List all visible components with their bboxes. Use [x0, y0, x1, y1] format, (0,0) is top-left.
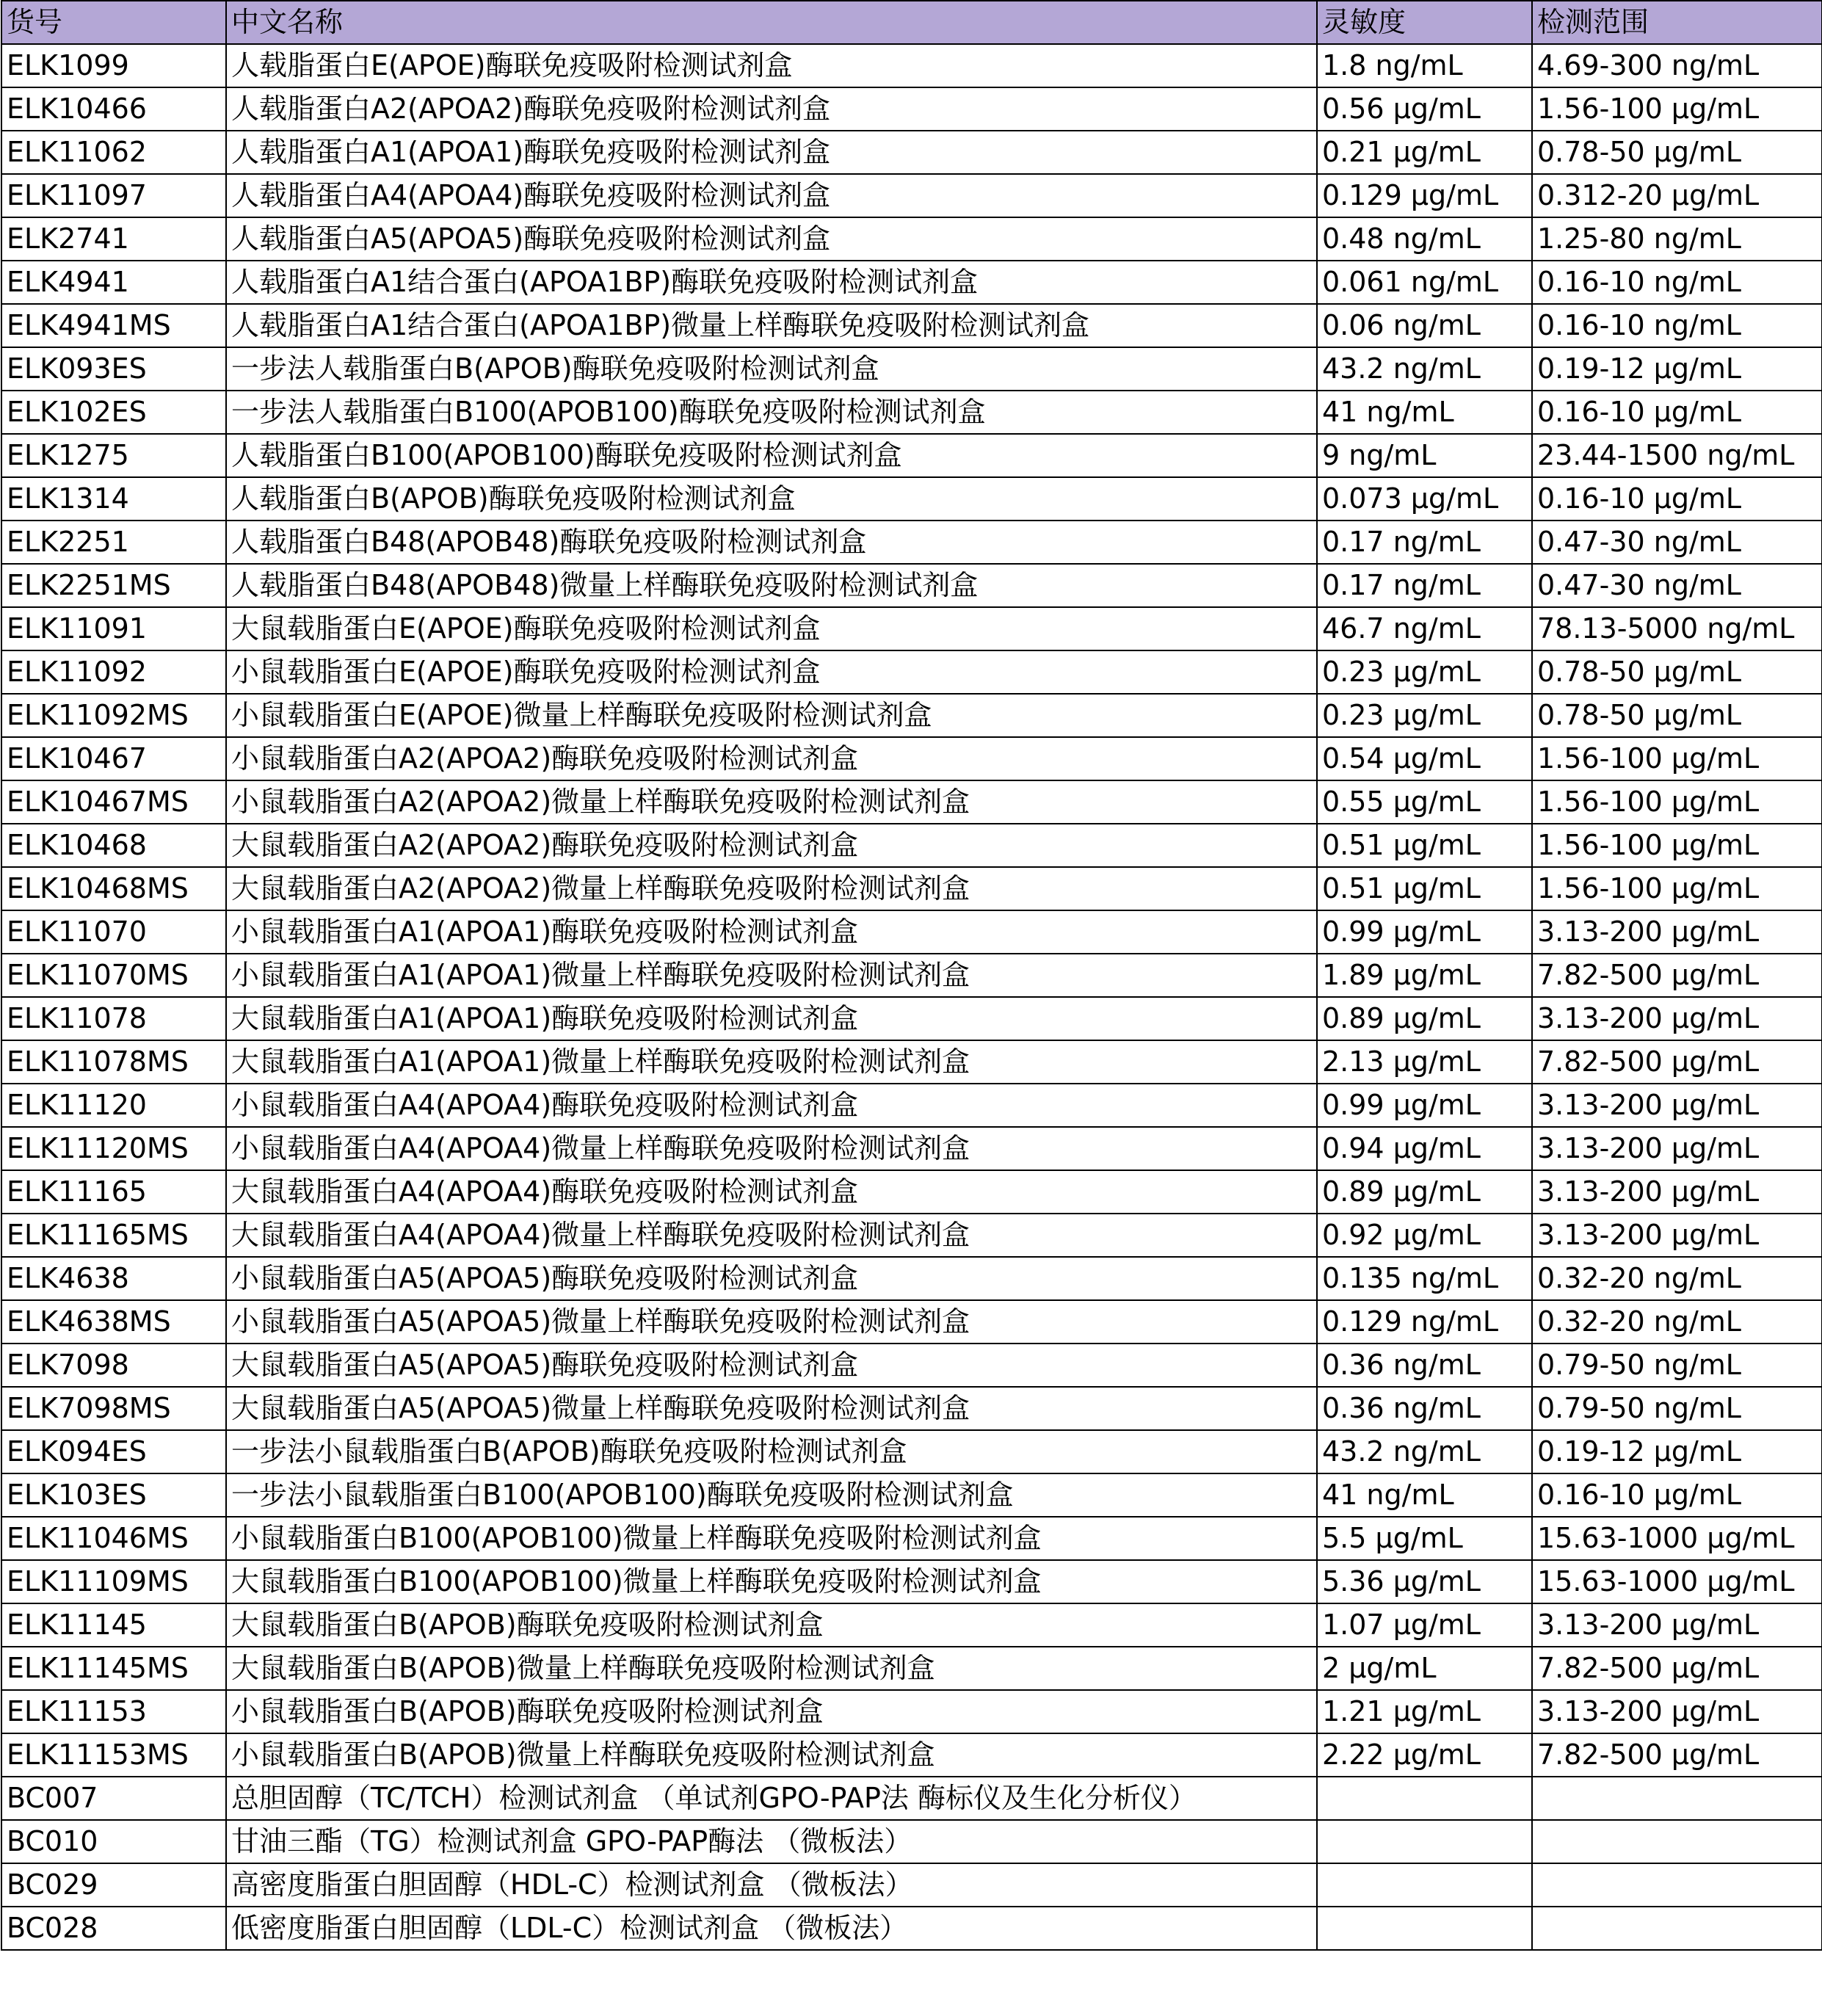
- catalog-no-cell: ELK11062: [1, 131, 226, 174]
- table-row: [1, 1387, 1822, 1430]
- detection-range-cell: 0.79-50 ng/mL: [1532, 1344, 1822, 1387]
- chinese-name-cell: 小鼠载脂蛋白A2(APOA2)微量上样酶联免疫吸附检测试剂盒: [226, 780, 1317, 824]
- chinese-name-cell: 小鼠载脂蛋白B(APOB)酶联免疫吸附检测试剂盒: [226, 1690, 1317, 1733]
- sensitivity-cell: 0.129 ng/mL: [1317, 1300, 1532, 1344]
- catalog-no-cell: ELK11109MS: [1, 1560, 226, 1603]
- detection-range-cell: 1.56-100 μg/mL: [1532, 87, 1822, 131]
- table-row: [1, 997, 1822, 1040]
- chinese-name-cell: 甘油三酯（TG）检测试剂盒 GPO-PAP酶法 （微板法）: [226, 1820, 1317, 1863]
- catalog-no-cell: ELK11046MS: [1, 1517, 226, 1560]
- table-row: [1, 347, 1822, 391]
- sensitivity-cell: [1317, 1820, 1532, 1863]
- sensitivity-cell: 0.51 μg/mL: [1317, 824, 1532, 867]
- table-row: [1, 1733, 1822, 1777]
- catalog-no-cell: ELK11097: [1, 174, 226, 217]
- catalog-no-cell: ELK7098MS: [1, 1387, 226, 1430]
- catalog-no-cell: ELK11145: [1, 1603, 226, 1647]
- table-row: [1, 1560, 1822, 1603]
- sensitivity-cell: 0.36 ng/mL: [1317, 1344, 1532, 1387]
- catalog-no-cell: ELK10468MS: [1, 867, 226, 910]
- table-row: [1, 131, 1822, 174]
- detection-range-cell: 0.32-20 ng/mL: [1532, 1300, 1822, 1344]
- chinese-name-cell: 总胆固醇（TC/TCH）检测试剂盒 （单试剂GPO-PAP法 酶标仪及生化分析仪）: [226, 1777, 1317, 1820]
- chinese-name-cell: 大鼠载脂蛋白E(APOE)酶联免疫吸附检测试剂盒: [226, 607, 1317, 650]
- chinese-name-cell: 人载脂蛋白A1结合蛋白(APOA1BP)酶联免疫吸附检测试剂盒: [226, 261, 1317, 304]
- chinese-name-cell: 高密度脂蛋白胆固醇（HDL-C）检测试剂盒 （微板法）: [226, 1863, 1317, 1907]
- sensitivity-cell: 5.36 μg/mL: [1317, 1560, 1532, 1603]
- detection-range-cell: 0.47-30 ng/mL: [1532, 564, 1822, 607]
- catalog-no-cell: ELK11091: [1, 607, 226, 650]
- table-row: [1, 1127, 1822, 1170]
- table-row: [1, 1170, 1822, 1214]
- catalog-no-cell: ELK11078MS: [1, 1040, 226, 1084]
- table-row: [1, 217, 1822, 261]
- chinese-name-cell: 人载脂蛋白A1结合蛋白(APOA1BP)微量上样酶联免疫吸附检测试剂盒: [226, 304, 1317, 347]
- catalog-no-cell: ELK094ES: [1, 1430, 226, 1473]
- chinese-name-cell: 大鼠载脂蛋白A2(APOA2)微量上样酶联免疫吸附检测试剂盒: [226, 867, 1317, 910]
- table-row: [1, 87, 1822, 131]
- catalog-no-cell: ELK11078: [1, 997, 226, 1040]
- sensitivity-cell: [1317, 1863, 1532, 1907]
- chinese-name-cell: 人载脂蛋白B(APOB)酶联免疫吸附检测试剂盒: [226, 477, 1317, 521]
- catalog-no-cell: ELK4941: [1, 261, 226, 304]
- catalog-no-cell: ELK11070: [1, 910, 226, 954]
- catalog-no-cell: ELK10468: [1, 824, 226, 867]
- table-row: [1, 954, 1822, 997]
- table-row: [1, 391, 1822, 434]
- chinese-name-cell: 小鼠载脂蛋白E(APOE)微量上样酶联免疫吸附检测试剂盒: [226, 694, 1317, 737]
- sensitivity-cell: 41 ng/mL: [1317, 1473, 1532, 1517]
- catalog-no-cell: ELK11120: [1, 1084, 226, 1127]
- table-row: [1, 650, 1822, 694]
- chinese-name-cell: 大鼠载脂蛋白A1(APOA1)酶联免疫吸附检测试剂盒: [226, 997, 1317, 1040]
- chinese-name-cell: 小鼠载脂蛋白A4(APOA4)微量上样酶联免疫吸附检测试剂盒: [226, 1127, 1317, 1170]
- table-row: [1, 1040, 1822, 1084]
- detection-range-cell: 15.63-1000 μg/mL: [1532, 1517, 1822, 1560]
- chinese-name-cell: 大鼠载脂蛋白A4(APOA4)微量上样酶联免疫吸附检测试剂盒: [226, 1214, 1317, 1257]
- detection-range-cell: 0.16-10 μg/mL: [1532, 391, 1822, 434]
- table-row: [1, 1820, 1822, 1863]
- chinese-name-cell: 小鼠载脂蛋白A1(APOA1)微量上样酶联免疫吸附检测试剂盒: [226, 954, 1317, 997]
- detection-range-cell: 3.13-200 μg/mL: [1532, 1214, 1822, 1257]
- sensitivity-cell: 1.89 μg/mL: [1317, 954, 1532, 997]
- detection-range-cell: 1.56-100 μg/mL: [1532, 780, 1822, 824]
- table-row: [1, 1907, 1822, 1950]
- chinese-name-cell: 大鼠载脂蛋白B100(APOB100)微量上样酶联免疫吸附检测试剂盒: [226, 1560, 1317, 1603]
- detection-range-cell: 3.13-200 μg/mL: [1532, 1603, 1822, 1647]
- detection-range-cell: 3.13-200 μg/mL: [1532, 1690, 1822, 1733]
- chinese-name-cell: 人载脂蛋白A5(APOA5)酶联免疫吸附检测试剂盒: [226, 217, 1317, 261]
- detection-range-cell: 1.56-100 μg/mL: [1532, 737, 1822, 780]
- detection-range-cell: 1.56-100 μg/mL: [1532, 867, 1822, 910]
- catalog-no-cell: ELK103ES: [1, 1473, 226, 1517]
- chinese-name-cell: 人载脂蛋白A1(APOA1)酶联免疫吸附检测试剂盒: [226, 131, 1317, 174]
- detection-range-cell: 15.63-1000 μg/mL: [1532, 1560, 1822, 1603]
- sensitivity-cell: [1317, 1777, 1532, 1820]
- detection-range-cell: 3.13-200 μg/mL: [1532, 997, 1822, 1040]
- chinese-name-cell: 人载脂蛋白B48(APOB48)酶联免疫吸附检测试剂盒: [226, 521, 1317, 564]
- detection-range-cell: 0.16-10 ng/mL: [1532, 304, 1822, 347]
- detection-range-cell: 0.312-20 μg/mL: [1532, 174, 1822, 217]
- catalog-no-cell: BC029: [1, 1863, 226, 1907]
- table-row: [1, 1690, 1822, 1733]
- catalog-no-cell: ELK11145MS: [1, 1647, 226, 1690]
- sensitivity-cell: 0.48 ng/mL: [1317, 217, 1532, 261]
- sensitivity-cell: 0.06 ng/mL: [1317, 304, 1532, 347]
- sensitivity-cell: 46.7 ng/mL: [1317, 607, 1532, 650]
- catalog-no-cell: ELK10467MS: [1, 780, 226, 824]
- chinese-name-cell: 大鼠载脂蛋白A2(APOA2)酶联免疫吸附检测试剂盒: [226, 824, 1317, 867]
- catalog-no-cell: ELK10466: [1, 87, 226, 131]
- detection-range-cell: 4.69-300 ng/mL: [1532, 44, 1822, 87]
- detection-range-cell: 0.19-12 μg/mL: [1532, 347, 1822, 391]
- table-row: [1, 434, 1822, 477]
- catalog-no-cell: ELK093ES: [1, 347, 226, 391]
- chinese-name-cell: 低密度脂蛋白胆固醇（LDL-C）检测试剂盒 （微板法）: [226, 1907, 1317, 1950]
- product-table: [1, 0, 1822, 1951]
- sensitivity-cell: 1.07 μg/mL: [1317, 1603, 1532, 1647]
- table-row: [1, 1257, 1822, 1300]
- catalog-no-cell: ELK11092: [1, 650, 226, 694]
- detection-range-cell: 7.82-500 μg/mL: [1532, 1647, 1822, 1690]
- chinese-name-cell: 人载脂蛋白A4(APOA4)酶联免疫吸附检测试剂盒: [226, 174, 1317, 217]
- sensitivity-cell: 0.51 μg/mL: [1317, 867, 1532, 910]
- catalog-no-cell: BC007: [1, 1777, 226, 1820]
- detection-range-cell: 3.13-200 μg/mL: [1532, 910, 1822, 954]
- chinese-name-cell: 大鼠载脂蛋白A5(APOA5)微量上样酶联免疫吸附检测试剂盒: [226, 1387, 1317, 1430]
- detection-range-cell: 23.44-1500 ng/mL: [1532, 434, 1822, 477]
- table-row: [1, 1647, 1822, 1690]
- table-row: [1, 521, 1822, 564]
- table-row: [1, 780, 1822, 824]
- detection-range-cell: 0.78-50 μg/mL: [1532, 694, 1822, 737]
- table-row: [1, 607, 1822, 650]
- header-sensitivity: 灵敏度: [1317, 1, 1532, 44]
- chinese-name-cell: 一步法人载脂蛋白B(APOB)酶联免疫吸附检测试剂盒: [226, 347, 1317, 391]
- table-row: [1, 174, 1822, 217]
- chinese-name-cell: 小鼠载脂蛋白A5(APOA5)酶联免疫吸附检测试剂盒: [226, 1257, 1317, 1300]
- sensitivity-cell: 1.21 μg/mL: [1317, 1690, 1532, 1733]
- detection-range-cell: [1532, 1907, 1822, 1950]
- table-row: [1, 564, 1822, 607]
- detection-range-cell: 0.78-50 μg/mL: [1532, 650, 1822, 694]
- chinese-name-cell: 大鼠载脂蛋白B(APOB)微量上样酶联免疫吸附检测试剂盒: [226, 1647, 1317, 1690]
- table-row: [1, 1430, 1822, 1473]
- sensitivity-cell: 41 ng/mL: [1317, 391, 1532, 434]
- sensitivity-cell: 0.21 μg/mL: [1317, 131, 1532, 174]
- table-row: [1, 477, 1822, 521]
- header-row: [1, 1, 1822, 44]
- table-row: [1, 44, 1822, 87]
- detection-range-cell: 3.13-200 μg/mL: [1532, 1084, 1822, 1127]
- chinese-name-cell: 大鼠载脂蛋白B(APOB)酶联免疫吸附检测试剂盒: [226, 1603, 1317, 1647]
- sensitivity-cell: 0.89 μg/mL: [1317, 997, 1532, 1040]
- catalog-no-cell: ELK1314: [1, 477, 226, 521]
- header-catalog-no: 货号: [1, 1, 226, 44]
- detection-range-cell: 0.19-12 μg/mL: [1532, 1430, 1822, 1473]
- sensitivity-cell: 0.073 μg/mL: [1317, 477, 1532, 521]
- detection-range-cell: 7.82-500 μg/mL: [1532, 954, 1822, 997]
- detection-range-cell: 7.82-500 μg/mL: [1532, 1040, 1822, 1084]
- sensitivity-cell: 0.56 μg/mL: [1317, 87, 1532, 131]
- table-row: [1, 1300, 1822, 1344]
- chinese-name-cell: 小鼠载脂蛋白A1(APOA1)酶联免疫吸附检测试剂盒: [226, 910, 1317, 954]
- table-row: [1, 1344, 1822, 1387]
- table-row: [1, 1473, 1822, 1517]
- chinese-name-cell: 小鼠载脂蛋白E(APOE)酶联免疫吸附检测试剂盒: [226, 650, 1317, 694]
- table-row: [1, 1603, 1822, 1647]
- chinese-name-cell: 人载脂蛋白B48(APOB48)微量上样酶联免疫吸附检测试剂盒: [226, 564, 1317, 607]
- sensitivity-cell: 2 μg/mL: [1317, 1647, 1532, 1690]
- detection-range-cell: 0.16-10 μg/mL: [1532, 1473, 1822, 1517]
- detection-range-cell: 0.79-50 ng/mL: [1532, 1387, 1822, 1430]
- catalog-no-cell: BC028: [1, 1907, 226, 1950]
- detection-range-cell: [1532, 1777, 1822, 1820]
- sensitivity-cell: 5.5 μg/mL: [1317, 1517, 1532, 1560]
- sensitivity-cell: 0.135 ng/mL: [1317, 1257, 1532, 1300]
- sensitivity-cell: 2.13 μg/mL: [1317, 1040, 1532, 1084]
- sensitivity-cell: 0.92 μg/mL: [1317, 1214, 1532, 1257]
- chinese-name-cell: 人载脂蛋白A2(APOA2)酶联免疫吸附检测试剂盒: [226, 87, 1317, 131]
- sensitivity-cell: 0.99 μg/mL: [1317, 1084, 1532, 1127]
- catalog-no-cell: ELK7098: [1, 1344, 226, 1387]
- header-detection-range: 检测范围: [1532, 1, 1822, 44]
- sensitivity-cell: 9 ng/mL: [1317, 434, 1532, 477]
- chinese-name-cell: 大鼠载脂蛋白A1(APOA1)微量上样酶联免疫吸附检测试剂盒: [226, 1040, 1317, 1084]
- chinese-name-cell: 小鼠载脂蛋白A4(APOA4)酶联免疫吸附检测试剂盒: [226, 1084, 1317, 1127]
- catalog-no-cell: ELK11153: [1, 1690, 226, 1733]
- table-row: [1, 694, 1822, 737]
- sensitivity-cell: 1.8 ng/mL: [1317, 44, 1532, 87]
- catalog-no-cell: ELK4638MS: [1, 1300, 226, 1344]
- catalog-no-cell: ELK2741: [1, 217, 226, 261]
- catalog-no-cell: ELK1099: [1, 44, 226, 87]
- table-row: [1, 910, 1822, 954]
- sensitivity-cell: 0.36 ng/mL: [1317, 1387, 1532, 1430]
- detection-range-cell: 0.78-50 μg/mL: [1532, 131, 1822, 174]
- sensitivity-cell: [1317, 1907, 1532, 1950]
- catalog-no-cell: ELK4941MS: [1, 304, 226, 347]
- detection-range-cell: 0.32-20 ng/mL: [1532, 1257, 1822, 1300]
- sensitivity-cell: 0.061 ng/mL: [1317, 261, 1532, 304]
- table-row: [1, 867, 1822, 910]
- catalog-no-cell: ELK11165MS: [1, 1214, 226, 1257]
- catalog-no-cell: ELK4638: [1, 1257, 226, 1300]
- catalog-no-cell: ELK11153MS: [1, 1733, 226, 1777]
- table-row: [1, 1517, 1822, 1560]
- catalog-no-cell: ELK10467: [1, 737, 226, 780]
- chinese-name-cell: 大鼠载脂蛋白A4(APOA4)酶联免疫吸附检测试剂盒: [226, 1170, 1317, 1214]
- table-row: [1, 1863, 1822, 1907]
- table-row: [1, 1777, 1822, 1820]
- detection-range-cell: 0.16-10 ng/mL: [1532, 261, 1822, 304]
- detection-range-cell: 1.56-100 μg/mL: [1532, 824, 1822, 867]
- chinese-name-cell: 一步法小鼠载脂蛋白B(APOB)酶联免疫吸附检测试剂盒: [226, 1430, 1317, 1473]
- chinese-name-cell: 人载脂蛋白E(APOE)酶联免疫吸附检测试剂盒: [226, 44, 1317, 87]
- sensitivity-cell: 0.129 μg/mL: [1317, 174, 1532, 217]
- sensitivity-cell: 43.2 ng/mL: [1317, 1430, 1532, 1473]
- header-chinese-name: 中文名称: [226, 1, 1317, 44]
- table-row: [1, 737, 1822, 780]
- sensitivity-cell: 2.22 μg/mL: [1317, 1733, 1532, 1777]
- catalog-no-cell: ELK102ES: [1, 391, 226, 434]
- chinese-name-cell: 小鼠载脂蛋白A2(APOA2)酶联免疫吸附检测试剂盒: [226, 737, 1317, 780]
- detection-range-cell: 78.13-5000 ng/mL: [1532, 607, 1822, 650]
- sensitivity-cell: 0.54 μg/mL: [1317, 737, 1532, 780]
- catalog-no-cell: ELK11120MS: [1, 1127, 226, 1170]
- detection-range-cell: 7.82-500 μg/mL: [1532, 1733, 1822, 1777]
- detection-range-cell: 3.13-200 μg/mL: [1532, 1170, 1822, 1214]
- sensitivity-cell: 0.23 μg/mL: [1317, 694, 1532, 737]
- table-row: [1, 824, 1822, 867]
- sensitivity-cell: 0.99 μg/mL: [1317, 910, 1532, 954]
- sensitivity-cell: 0.17 ng/mL: [1317, 521, 1532, 564]
- catalog-no-cell: BC010: [1, 1820, 226, 1863]
- sensitivity-cell: 0.23 μg/mL: [1317, 650, 1532, 694]
- sensitivity-cell: 43.2 ng/mL: [1317, 347, 1532, 391]
- detection-range-cell: [1532, 1863, 1822, 1907]
- chinese-name-cell: 人载脂蛋白B100(APOB100)酶联免疫吸附检测试剂盒: [226, 434, 1317, 477]
- sensitivity-cell: 0.94 μg/mL: [1317, 1127, 1532, 1170]
- chinese-name-cell: 一步法小鼠载脂蛋白B100(APOB100)酶联免疫吸附检测试剂盒: [226, 1473, 1317, 1517]
- catalog-no-cell: ELK2251: [1, 521, 226, 564]
- detection-range-cell: 0.16-10 μg/mL: [1532, 477, 1822, 521]
- chinese-name-cell: 一步法人载脂蛋白B100(APOB100)酶联免疫吸附检测试剂盒: [226, 391, 1317, 434]
- detection-range-cell: 3.13-200 μg/mL: [1532, 1127, 1822, 1170]
- sensitivity-cell: 0.89 μg/mL: [1317, 1170, 1532, 1214]
- sensitivity-cell: 0.55 μg/mL: [1317, 780, 1532, 824]
- detection-range-cell: [1532, 1820, 1822, 1863]
- catalog-no-cell: ELK11092MS: [1, 694, 226, 737]
- chinese-name-cell: 小鼠载脂蛋白B(APOB)微量上样酶联免疫吸附检测试剂盒: [226, 1733, 1317, 1777]
- catalog-no-cell: ELK11070MS: [1, 954, 226, 997]
- catalog-no-cell: ELK2251MS: [1, 564, 226, 607]
- sensitivity-cell: 0.17 ng/mL: [1317, 564, 1532, 607]
- chinese-name-cell: 小鼠载脂蛋白B100(APOB100)微量上样酶联免疫吸附检测试剂盒: [226, 1517, 1317, 1560]
- detection-range-cell: 1.25-80 ng/mL: [1532, 217, 1822, 261]
- table-row: [1, 1214, 1822, 1257]
- chinese-name-cell: 小鼠载脂蛋白A5(APOA5)微量上样酶联免疫吸附检测试剂盒: [226, 1300, 1317, 1344]
- table-row: [1, 1084, 1822, 1127]
- catalog-no-cell: ELK1275: [1, 434, 226, 477]
- chinese-name-cell: 大鼠载脂蛋白A5(APOA5)酶联免疫吸附检测试剂盒: [226, 1344, 1317, 1387]
- detection-range-cell: 0.47-30 ng/mL: [1532, 521, 1822, 564]
- catalog-no-cell: ELK11165: [1, 1170, 226, 1214]
- table-row: [1, 261, 1822, 304]
- table-row: [1, 304, 1822, 347]
